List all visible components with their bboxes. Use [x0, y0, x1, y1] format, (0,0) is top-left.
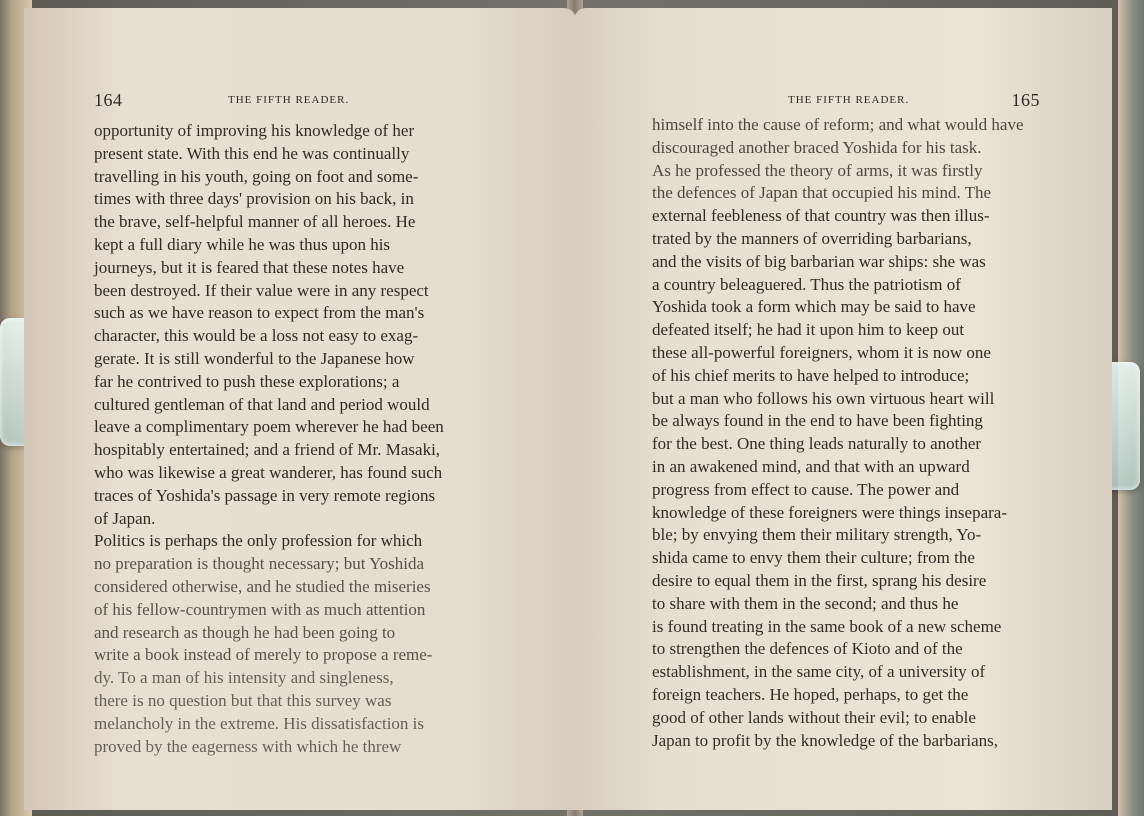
left-text-line: opportunity of improving his knowledge of her	[94, 121, 415, 140]
right-text-line: As he professed the theory of arms, it was firstly	[652, 160, 983, 180]
left-text-line: considered otherwise, and he studied the miseries	[94, 576, 431, 596]
left-page-number: 164	[94, 90, 123, 110]
right-text-line: external feebleness of that country was then illus-	[652, 206, 990, 226]
left-text-line: character, this would be a loss not easy to exag-	[94, 326, 419, 346]
right-text-line: discouraged another braced Yoshida for his task.	[652, 137, 982, 157]
left-page-text	[94, 120, 514, 770]
left-page-header	[94, 90, 514, 114]
right-text-line: foreign teachers. He hoped, perhaps, to get the	[652, 684, 969, 704]
right-text-line: Japan to profit by the knowledge of the barbarians,	[652, 730, 999, 750]
left-text-line: of his fellow-countrymen with as much attention	[94, 599, 426, 619]
right-text-line: good of other lands without their evil; to enable	[652, 707, 976, 727]
left-page	[24, 8, 576, 810]
left-text-line: proved by the eagerness with which he threw	[94, 736, 402, 756]
left-text-line: such as we have reason to expect from the man's	[94, 303, 425, 323]
right-text-line: ble; by envying them their military strength, Yo-	[652, 525, 982, 545]
right-running-head: THE FIFTH READER.	[788, 94, 910, 106]
right-text-line: desire to equal them in the first, sprang his desire	[652, 570, 987, 590]
right-page-number: 165	[1011, 90, 1040, 110]
right-text-line: these all-powerful foreigners, whom it is now one	[652, 342, 991, 362]
right-text-line: to share with them in the second; and thus he	[652, 593, 959, 613]
right-page-header	[650, 90, 1040, 114]
right-text-line: establishment, in the same city, of a university of	[652, 662, 986, 682]
left-text-line: who was likewise a great wanderer, has found such	[94, 462, 443, 482]
left-text-line: there is no question but that this survey was	[94, 690, 392, 710]
left-text-line: Politics is perhaps the only profession for which	[94, 531, 423, 551]
right-text-line: Yoshida took a form which may be said to have	[652, 297, 976, 317]
right-text-line: defeated itself; he had it upon him to keep out	[652, 320, 965, 340]
left-running-head: THE FIFTH READER.	[228, 94, 350, 106]
right-text-line: for the best. One thing leads naturally to another	[652, 434, 982, 454]
left-text-line: dy. To a man of his intensity and singleness,	[94, 668, 394, 688]
left-text-line: gerate. It is still wonderful to the Japanese how	[94, 348, 415, 368]
right-text-line: shida came to envy them their culture; from the	[652, 548, 975, 568]
right-text-line: in an awakened mind, and that with an upward	[652, 456, 970, 476]
right-text-line: a country beleaguered. Thus the patriotism of	[652, 274, 961, 294]
right-text-line: himself into the cause of reform; and what would have	[652, 115, 1024, 134]
left-text-line: and research as though he had been going to	[94, 622, 396, 642]
right-text-line: is found treating in the same book of a new scheme	[652, 616, 1002, 636]
left-text-line: been destroyed. If their value were in any respect	[94, 280, 429, 300]
right-text-line: and the visits of big barbarian war ships: she was	[652, 251, 986, 271]
left-text-line: present state. With this end he was continually	[94, 143, 410, 163]
left-text-line: kept a full diary while he was thus upon his	[94, 234, 391, 254]
left-text-line: of Japan.	[94, 508, 156, 528]
right-text-line: be always found in the end to have been fighting	[652, 411, 983, 431]
right-page	[574, 8, 1112, 810]
left-text-line: travelling in his youth, going on foot and some-	[94, 166, 419, 186]
left-text-line: far he contrived to push these explorations; a	[94, 371, 400, 391]
right-text-line: to strengthen the defences of Kioto and of the	[652, 639, 963, 659]
left-text-line: write a book instead of merely to propose a reme-	[94, 645, 433, 665]
left-text-line: no preparation is thought necessary; but Yoshida	[94, 554, 425, 574]
left-text-line: times with three days' provision on his back, in	[94, 189, 414, 209]
right-text-line: of his chief merits to have helped to introduce;	[652, 365, 970, 385]
left-text-line: journeys, but it is feared that these notes have	[94, 257, 405, 277]
left-text-line: traces of Yoshida's passage in very remote regions	[94, 485, 436, 505]
left-text-line: the brave, self-helpful manner of all heroes. He	[94, 212, 416, 232]
left-text-line: melancholy in the extreme. His dissatisfaction is	[94, 713, 425, 733]
right-text-line: knowledge of these foreigners were things insepara-	[652, 502, 1007, 522]
right-text-line: but a man who follows his own virtuous heart will	[652, 388, 995, 408]
right-page-text	[652, 114, 1044, 764]
left-text-line: hospitably entertained; and a friend of Mr. Masaki,	[94, 440, 441, 460]
right-text-line: the defences of Japan that occupied his mind. The	[652, 183, 992, 203]
right-text-line: trated by the manners of overriding barbarians,	[652, 228, 972, 248]
left-text-line: leave a complimentary poem wherever he had been	[94, 417, 444, 437]
left-text-line: cultured gentleman of that land and period would	[94, 394, 430, 414]
right-text-line: progress from effect to cause. The power and	[652, 479, 960, 499]
